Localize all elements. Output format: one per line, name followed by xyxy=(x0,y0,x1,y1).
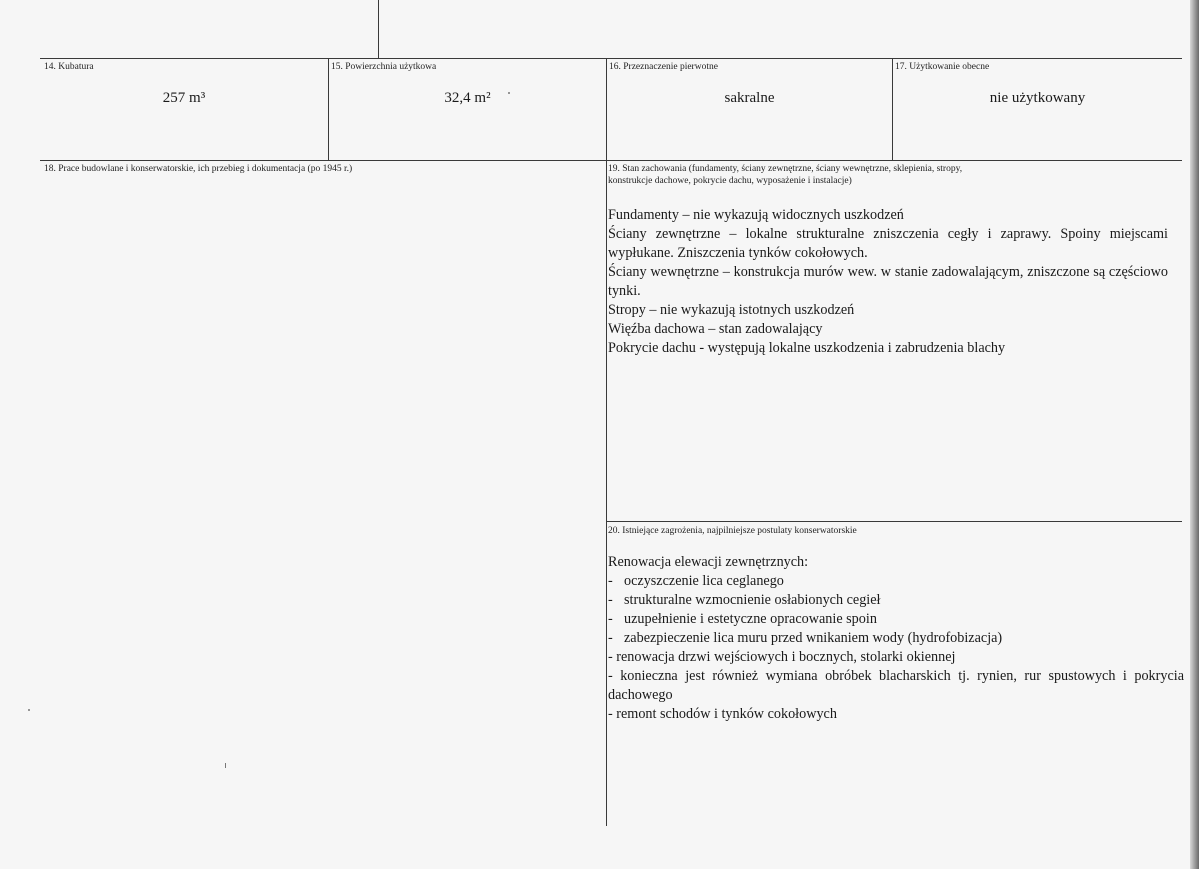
field-19-line: Ściany zewnętrzne – lokalne strukturalne zniszczenia cegły i zaprawy. Spoiny miejscami wypłukane. Zniszczenia tynków cokołowych. xyxy=(608,226,1168,261)
dash-mark: - xyxy=(608,630,613,646)
field-20-top-line xyxy=(606,521,1182,522)
field-20-body xyxy=(608,553,1184,724)
field-18-label: 18. Prace budowlane i konserwatorskie, ich przebieg i dokumentacja (po 1945 r.) xyxy=(44,164,353,174)
dash-mark: - xyxy=(608,592,613,608)
field-15-value: 32,4 m² xyxy=(444,90,491,106)
field-14-label: 14. Kubatura xyxy=(44,62,94,72)
field-20-item: - remont schodów i tynków cokołowych xyxy=(608,706,837,722)
scan-speck xyxy=(28,709,30,711)
scan-speck xyxy=(508,92,510,94)
dash-mark: - xyxy=(608,611,613,627)
field-15-label: 15. Powierzchnia użytkowa xyxy=(331,62,437,72)
col-17-line xyxy=(892,58,893,160)
field-20-item: - renowacja drzwi wejściowych i bocznych, stolarki okiennej xyxy=(608,649,956,665)
field-20-sub-item: - strukturalne wzmocnienie osłabionych cegieł xyxy=(608,592,881,608)
top-divider-line xyxy=(378,0,379,58)
col-15-line xyxy=(328,58,329,160)
field-20-item: - konieczna jest również wymiana obróbek blacharskich tj. rynien, rur spustowych i pokrycia dachowego xyxy=(608,668,1184,703)
field-16-value: sakralne xyxy=(724,90,775,106)
scan-speck xyxy=(225,763,226,768)
field-16-label: 16. Przeznaczenie pierwotne xyxy=(609,62,718,72)
field-19-line: Więźba dachowa – stan zadowalający xyxy=(608,321,823,337)
scan-edge xyxy=(1190,0,1199,869)
field-19-line: Fundamenty – nie wykazują widocznych uszkodzeń xyxy=(608,207,904,223)
field-20-sub-item: - zabezpieczenie lica muru przed wnikaniem wody (hydrofobizacja) xyxy=(608,630,1003,646)
field-19-line: Stropy – nie wykazują istotnych uszkodzeń xyxy=(608,302,855,318)
row-2-top-line xyxy=(40,160,1182,161)
field-19-line: Ściany wewnętrzne – konstrukcja murów wew. w stanie zadowalającym, zniszczone są częściowo tynki. xyxy=(608,264,1168,299)
field-20-sub-item: - uzupełnienie i estetyczne opracowanie spoin xyxy=(608,611,877,627)
row-1-top-line xyxy=(40,58,1182,59)
field-19-line: Pokrycie dachu - występują lokalne uszkodzenia i zabrudzenia blachy xyxy=(608,340,1006,356)
field-17-value: nie użytkowany xyxy=(989,90,1086,106)
field-19-label-line1: 19. Stan zachowania (fundamenty, ściany zewnętrzne, ściany wewnętrzne, sklepienia, stropy, xyxy=(608,164,963,174)
field-19-label-line2: konstrukcje dachowe, pokrycie dachu, wyposażenie i instalacje) xyxy=(608,176,852,186)
col-16-line xyxy=(606,58,607,826)
field-14-value: 257 m³ xyxy=(162,90,206,106)
dash-mark: - xyxy=(608,573,613,589)
field-20-sub-item: - oczyszczenie lica ceglanego xyxy=(608,573,784,589)
field-19-body xyxy=(608,206,1168,358)
field-20-intro: Renowacja elewacji zewnętrznych: xyxy=(608,554,809,570)
field-20-label: 20. Istniejące zagrożenia, najpilniejsze postulaty konserwatorskie xyxy=(608,526,857,536)
field-17-label: 17. Użytkowanie obecne xyxy=(895,62,990,72)
